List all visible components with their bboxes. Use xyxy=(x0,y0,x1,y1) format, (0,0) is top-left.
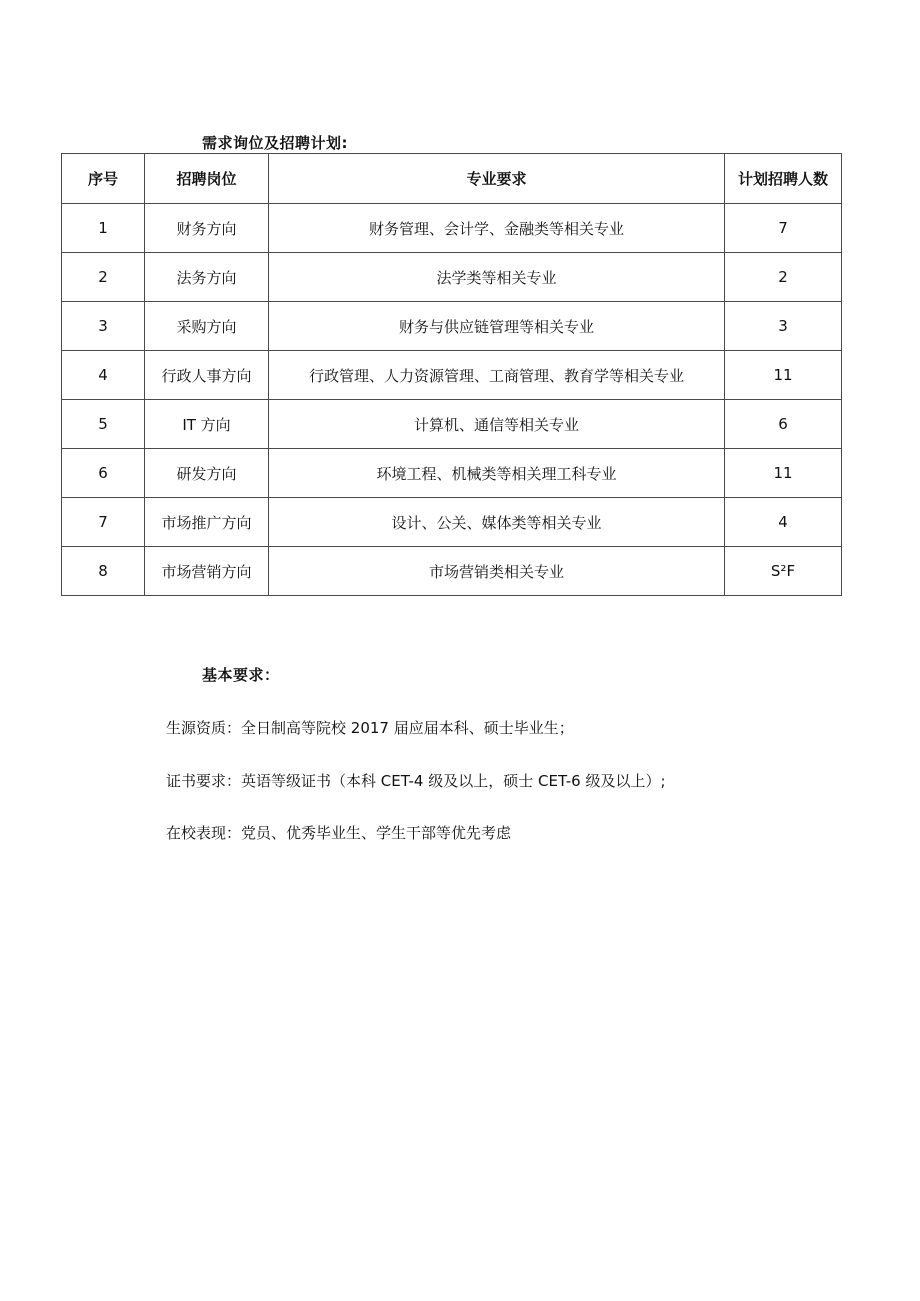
cell-major: 设计、公关、媒体类等相关专业 xyxy=(269,498,725,547)
cell-major: 财务管理、会计学、金融类等相关专业 xyxy=(269,204,725,253)
cell-no: 8 xyxy=(62,547,145,596)
cell-position: 财务方向 xyxy=(145,204,269,253)
recruitment-plan-table xyxy=(61,153,842,596)
header-no: 序号 xyxy=(62,154,145,204)
requirement-certificate: 证书要求：英语等级证书（本科 CET-4 级及以上，硕士 CET-6 级及以上）; xyxy=(166,772,666,790)
cell-no: 6 xyxy=(62,449,145,498)
section-title: 需求询位及招聘计划: xyxy=(202,134,348,152)
cell-no: 5 xyxy=(62,400,145,449)
cell-major: 市场营销类相关专业 xyxy=(269,547,725,596)
cell-major: 行政管理、人力资源管理、工商管理、教育学等相关专业 xyxy=(269,351,725,400)
cell-count: 2 xyxy=(725,253,842,302)
cell-position: 采购方向 xyxy=(145,302,269,351)
cell-major: 计算机、通信等相关专业 xyxy=(269,400,725,449)
table-row xyxy=(62,547,842,596)
table-row xyxy=(62,253,842,302)
table-row xyxy=(62,351,842,400)
header-count: 计划招聘人数 xyxy=(725,154,842,204)
cell-position: 市场推广方向 xyxy=(145,498,269,547)
cell-no: 1 xyxy=(62,204,145,253)
requirement-performance: 在校表现：党员、优秀毕业生、学生干部等优先考虑 xyxy=(166,824,512,842)
table-header-row xyxy=(62,154,842,204)
cell-count: 4 xyxy=(725,498,842,547)
cell-count: 11 xyxy=(725,351,842,400)
cell-position: 研发方向 xyxy=(145,449,269,498)
cell-position: IT 方向 xyxy=(145,400,269,449)
cell-major: 环境工程、机械类等相关理工科专业 xyxy=(269,449,725,498)
cell-position: 行政人事方向 xyxy=(145,351,269,400)
cell-no: 4 xyxy=(62,351,145,400)
header-position: 招聘岗位 xyxy=(145,154,269,204)
header-major: 专业要求 xyxy=(269,154,725,204)
cell-no: 3 xyxy=(62,302,145,351)
cell-position: 市场营销方向 xyxy=(145,547,269,596)
table-row xyxy=(62,400,842,449)
cell-count: 11 xyxy=(725,449,842,498)
table-row xyxy=(62,204,842,253)
cell-no: 7 xyxy=(62,498,145,547)
cell-count: 7 xyxy=(725,204,842,253)
table-row xyxy=(62,302,842,351)
cell-major: 财务与供应链管理等相关专业 xyxy=(269,302,725,351)
cell-major: 法学类等相关专业 xyxy=(269,253,725,302)
table-row xyxy=(62,498,842,547)
requirements-title: 基本要求： xyxy=(202,666,280,684)
cell-count: S²F xyxy=(725,547,842,596)
cell-no: 2 xyxy=(62,253,145,302)
table-row xyxy=(62,449,842,498)
cell-count: 6 xyxy=(725,400,842,449)
requirement-source: 生源资质：全日制高等院校 2017 届应届本科、硕士毕业生； xyxy=(166,719,574,737)
cell-position: 法务方向 xyxy=(145,253,269,302)
cell-count: 3 xyxy=(725,302,842,351)
